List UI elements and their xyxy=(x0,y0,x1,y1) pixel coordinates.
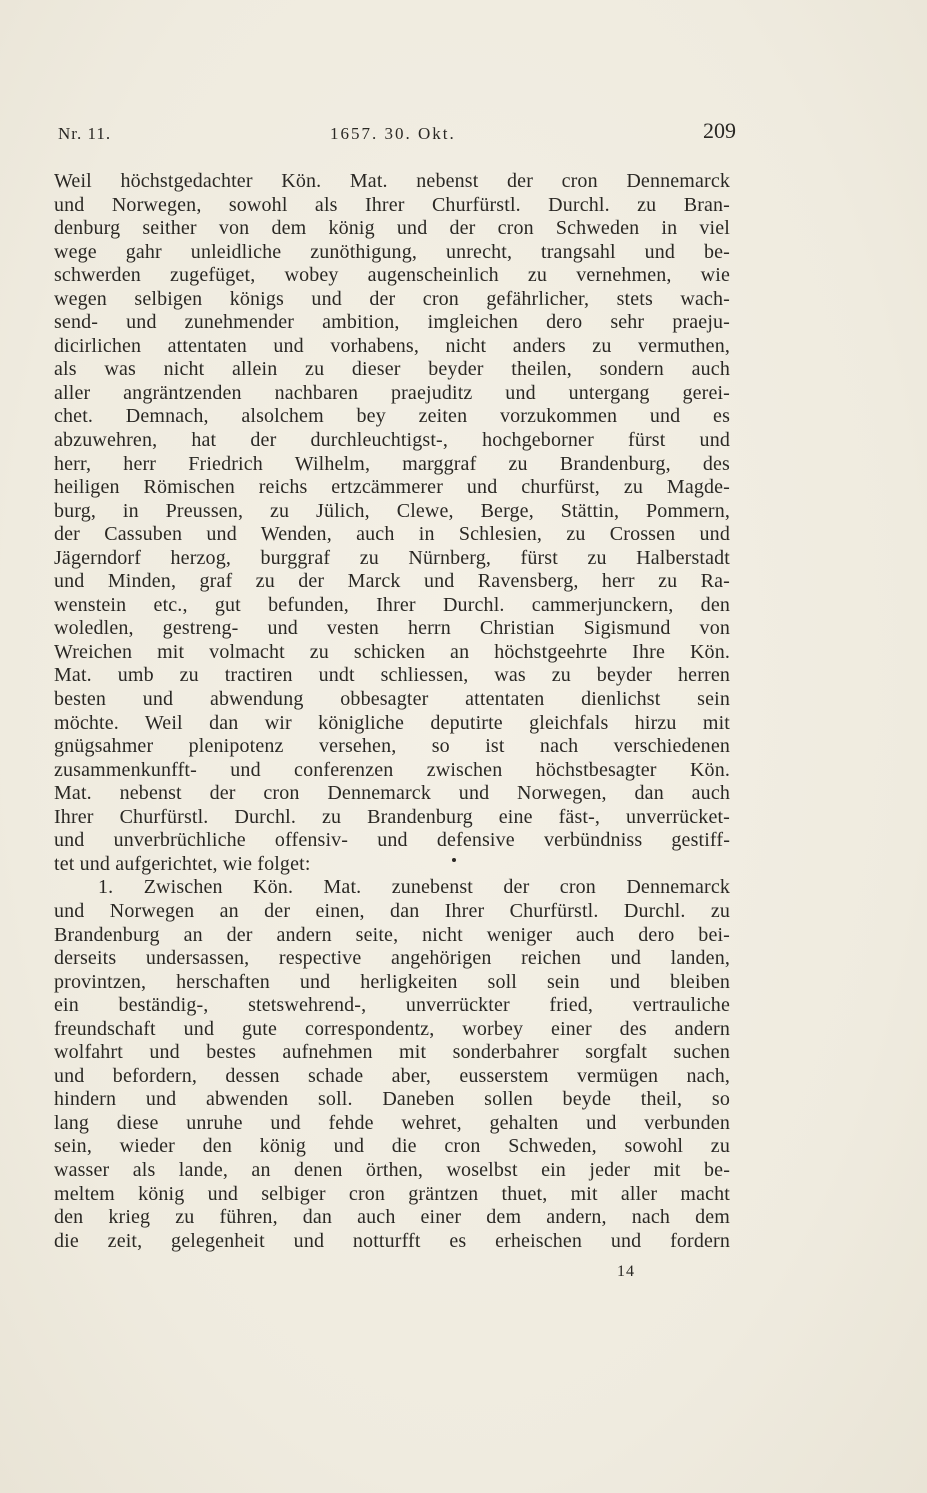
text-line: den krieg zu führen, dan auch einer dem andern, nach dem xyxy=(54,1206,730,1229)
text-line: Ihrer Churfürstl. Durchl. zu Brandenburg eine fäst-, unverrücket- xyxy=(54,805,730,828)
text-line: send- und zunehmender ambition, imgleichen dero sehr praeju- xyxy=(54,311,730,334)
text-line: Wreichen mit volmacht zu schicken an höchstgeehrte Ihre Kön. xyxy=(54,640,730,663)
document-number: Nr. 11. xyxy=(58,124,112,143)
text-line: woledlen, gestreng- und vesten herrn Christian Sigismund von xyxy=(54,617,730,640)
text-line: Mat. nebenst der cron Dennemarck und Norwegen, dan auch xyxy=(54,782,730,805)
text-line: Weil höchstgedachter Kön. Mat. nebenst der cron Dennemarck xyxy=(54,170,730,192)
text-line: die zeit, gelegenheit und notturfft es erheischen und fordern xyxy=(54,1229,730,1252)
text-line: als was nicht allein zu dieser beyder theilen, sondern auch xyxy=(54,358,730,381)
text-line: derseits undersassen, respective angehörigen reichen und landen, xyxy=(54,947,730,970)
page-number: 209 xyxy=(703,118,736,143)
text-line: möchte. Weil dan wir königliche deputirte gleichfals hirzu mit xyxy=(54,711,730,734)
text-line: ein beständig-, stetswehrend-, unverrückter fried, vertrauliche xyxy=(54,994,730,1017)
text-line: zusammenkunfft- und conferenzen zwischen höchstbesagter Kön. xyxy=(54,758,730,781)
text-line: wasser als lande, an denen örthen, woselbst ein jeder mit be- xyxy=(54,1158,730,1181)
text-line: wegen selbigen königs und der cron gefährlicher, stets wach- xyxy=(54,287,730,310)
text-line: gnügsahmer plenipotenz versehen, so ist nach verschiedenen xyxy=(54,735,730,758)
text-line: tet und aufgerichtet, wie folget: xyxy=(54,852,311,875)
text-line: und befordern, dessen schade aber, eusserstem vermügen nach, xyxy=(54,1064,730,1087)
text-line: burg, in Preussen, zu Jülich, Clewe, Berge, Stättin, Pommern, xyxy=(54,499,730,522)
text-line: wolfahrt und bestes aufnehmen mit sonderbahrer sorgfalt suchen xyxy=(54,1041,730,1064)
text-line: 1. Zwischen Kön. Mat. zunebenst der cron Dennemarck xyxy=(98,876,730,899)
ink-speck xyxy=(452,858,456,862)
text-line: Mat. umb zu tractiren undt schliessen, was zu beyder herren xyxy=(54,664,730,687)
text-line: freundschaft und gute correspondentz, worbey einer des andern xyxy=(54,1017,730,1040)
text-line: Brandenburg an der andern seite, nicht weniger auch dero bei- xyxy=(54,923,730,946)
text-line: abzuwehren, hat der durchleuchtigst-, hochgeborner fürst und xyxy=(54,429,730,452)
text-line: dicirlichen attentaten und vorhabens, nicht anders zu vermuthen, xyxy=(54,334,730,357)
text-line: heiligen Römischen reichs ertzcämmerer und churfürst, zu Magde- xyxy=(54,476,730,499)
text-line: und Minden, graf zu der Marck und Ravensberg, herr zu Ra- xyxy=(54,570,730,593)
text-line: provintzen, herschaften und herligkeiten soll sein und bleiben xyxy=(54,970,730,993)
text-line: herr, herr Friedrich Wilhelm, marggraf zu Brandenburg, des xyxy=(54,452,730,475)
text-line: besten und abwendung obbesagter attentaten dienlichst sein xyxy=(54,688,730,711)
document-date: 1657. 30. Okt. xyxy=(330,124,456,143)
text-line: aller angräntzenden nachbaren praejuditz und untergang gerei- xyxy=(54,381,730,404)
printer-signature: 14 xyxy=(617,1263,635,1280)
running-header xyxy=(58,118,736,148)
text-line: und Norwegen, sowohl als Ihrer Churfürstl. Durchl. zu Bran- xyxy=(54,193,730,216)
text-line: der Cassuben und Wenden, auch in Schlesien, zu Crossen und xyxy=(54,523,730,546)
text-line: hindern und abwenden soll. Daneben sollen beyde theil, so xyxy=(54,1088,730,1111)
text-line: schwerden zugefüget, wobey augenscheinlich zu vernehmen, wie xyxy=(54,264,730,287)
text-line: meltem könig und selbiger cron gräntzen thuet, mit aller macht xyxy=(54,1182,730,1205)
text-line: chet. Demnach, alsolchem bey zeiten vorzukommen und es xyxy=(54,405,730,428)
text-line: wege gahr unleidliche zunöthigung, unrecht, trangsahl und be- xyxy=(54,240,730,263)
body-text xyxy=(54,170,730,1253)
text-line: lang diese unruhe und fehde wehret, gehalten und verbunden xyxy=(54,1111,730,1134)
text-line: sein, wieder den könig und die cron Schweden, sowohl zu xyxy=(54,1135,730,1158)
text-line: wenstein etc., gut befunden, Ihrer Durchl. cammerjunckern, den xyxy=(54,593,730,616)
text-line: und unverbrüchliche offensiv- und defensive verbündniss gestiff- xyxy=(54,829,730,852)
text-line: Jägerndorf herzog, burggraf zu Nürnberg, fürst zu Halberstadt xyxy=(54,546,730,569)
text-line: denburg seither von dem könig und der cron Schweden in viel xyxy=(54,217,730,240)
text-line: und Norwegen an der einen, dan Ihrer Churfürstl. Durchl. zu xyxy=(54,899,730,922)
